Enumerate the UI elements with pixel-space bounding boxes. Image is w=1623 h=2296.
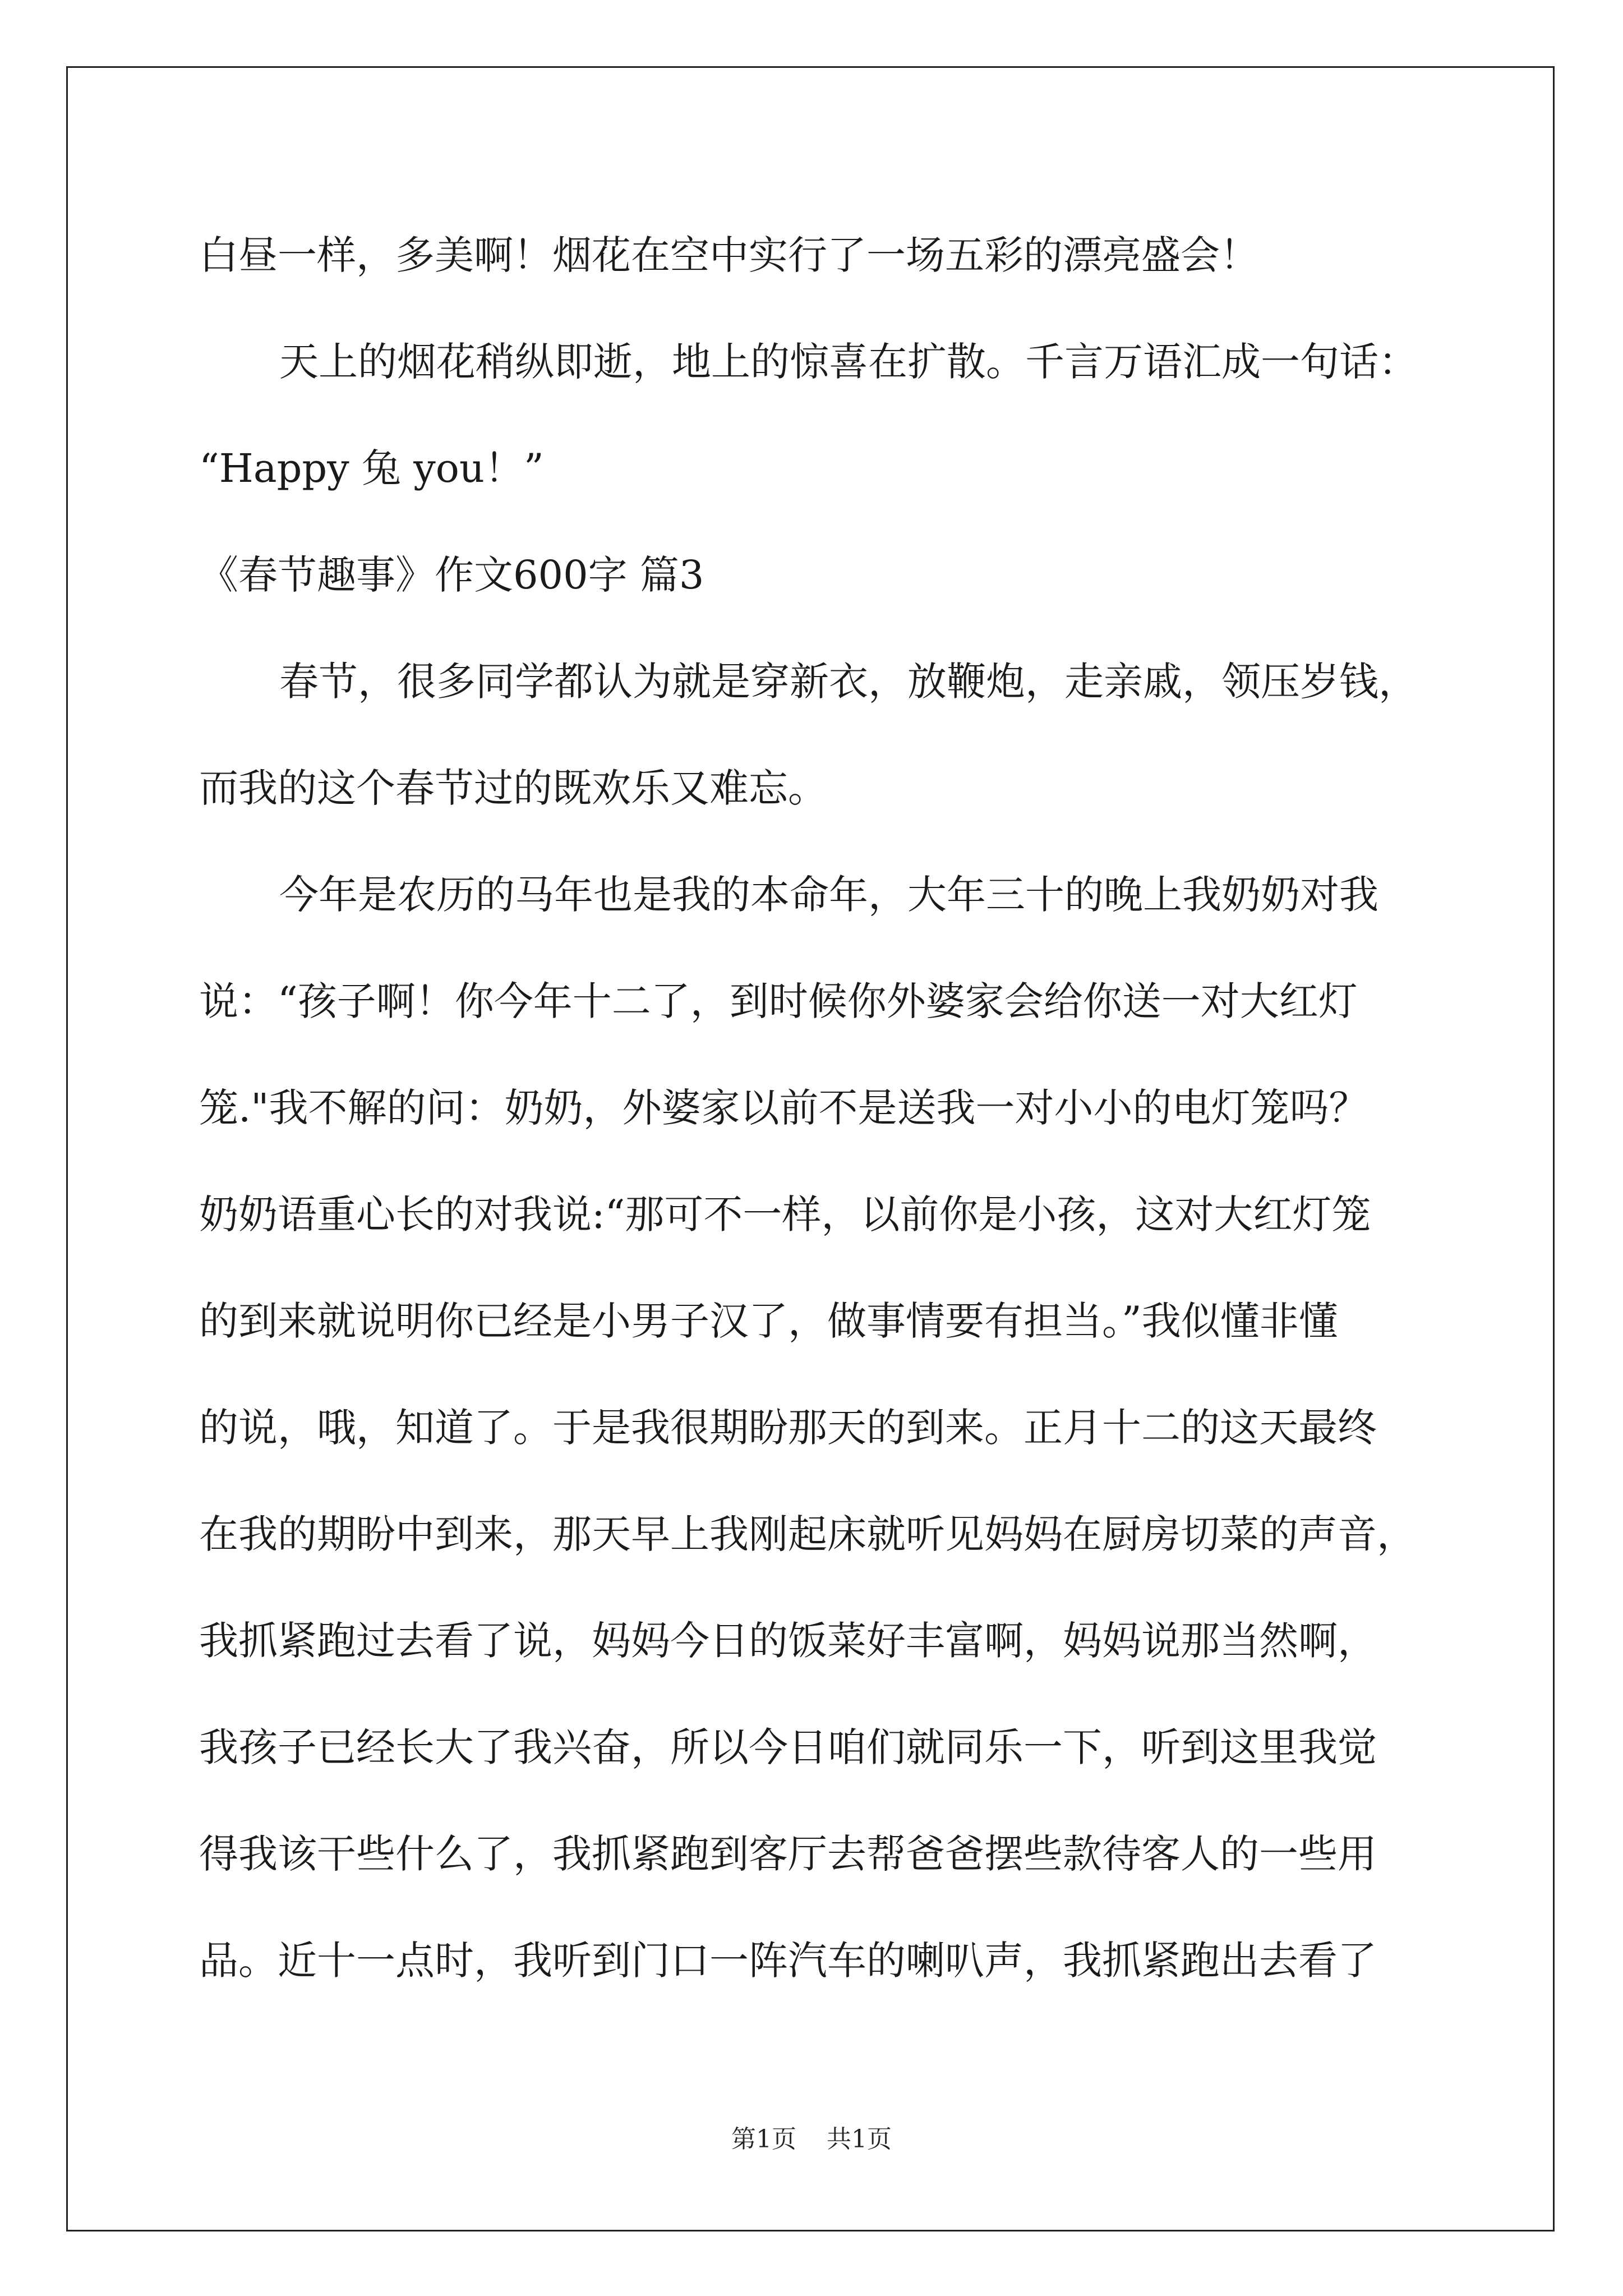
text-line: 我孩子已经长大了我兴奋，所以今日咱们就同乐一下，听到这里我觉 [199, 1724, 1377, 1770]
text-line: 得我该干些什么了，我抓紧跑到客厅去帮爸爸摆些款待客人的一些用 [199, 1831, 1377, 1877]
page-number-total: 共1页 [827, 2125, 892, 2154]
page-number-current: 第1页 [731, 2125, 796, 2154]
text-line: 的说，哦，知道了。于是我很期盼那天的到来。正月十二的这天最终 [199, 1405, 1377, 1451]
text-line: 的到来就说明你已经是小男子汉了，做事情要有担当。”我似懂非懂 [199, 1298, 1338, 1344]
document-body [199, 202, 1441, 2014]
text-line: 我抓紧跑过去看了说，妈妈今日的饭菜好丰富啊，妈妈说那当然啊， [199, 1618, 1377, 1664]
text-line: 今年是农历的马年也是我的本命年，大年三十的晚上我奶奶对我 [279, 872, 1378, 918]
text-line: “Happy 兔 you！” [199, 445, 544, 491]
text-line: 而我的这个春节过的既欢乐又难忘。 [199, 765, 827, 811]
section-heading: 《春节趣事》作文600字 篇3 [199, 552, 704, 598]
text-line: 笼."我不解的问：奶奶，外婆家以前不是送我一对小小的电灯笼吗？ [199, 1085, 1368, 1131]
text-line: 说：“孩子啊！你今年十二了，到时候你外婆家会给你送一对大红灯 [199, 978, 1358, 1024]
text-line: 天上的烟花稍纵即逝，地上的惊喜在扩散。千言万语汇成一句话： [279, 339, 1418, 385]
text-line: 春节，很多同学都认为就是穿新衣，放鞭炮，走亲戚，领压岁钱， [279, 659, 1418, 705]
text-line: 奶奶语重心长的对我说:“那可不一样，以前你是小孩，这对大红灯笼 [199, 1191, 1371, 1237]
page-footer [0, 2123, 1623, 2156]
text-line: 品。近十一点时，我听到门口一阵汽车的喇叭声，我抓紧跑出去看了 [199, 1938, 1377, 1984]
text-line: 在我的期盼中到来，那天早上我刚起床就听见妈妈在厨房切菜的声音， [199, 1511, 1416, 1557]
text-line: 白昼一样，多美啊！烟花在空中实行了一场五彩的漂亮盛会！ [199, 232, 1259, 278]
